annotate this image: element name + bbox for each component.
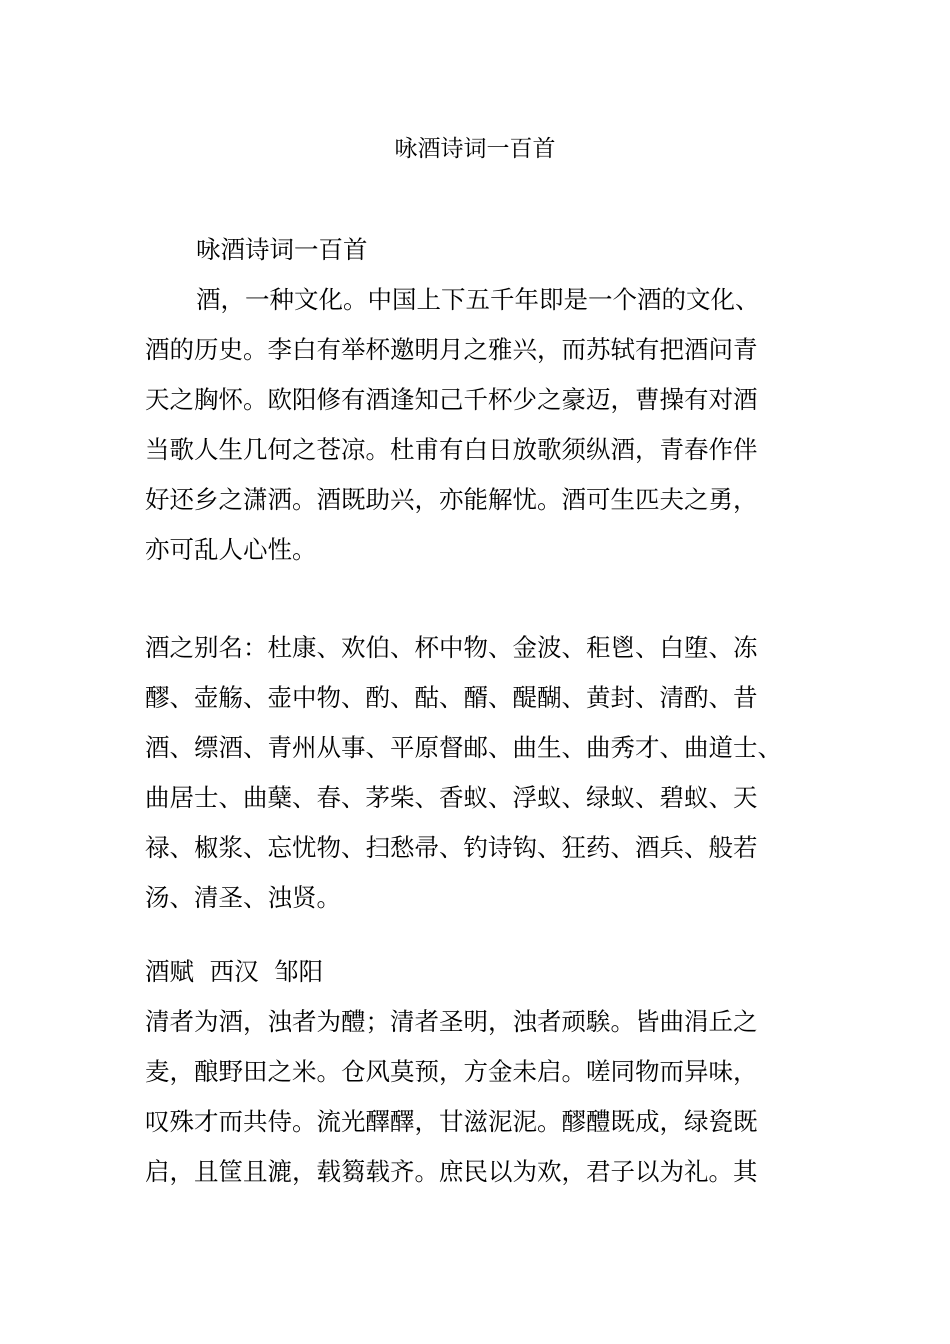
aliases-line: 酒、缥酒、青州从事、平原督邮、曲生、曲秀才、曲道士、 — [145, 733, 782, 762]
aliases-line: 禄、椒浆、忘忧物、扫愁帚、钓诗钩、狂药、酒兵、般若 — [145, 833, 758, 862]
poem-line: 麦，酿野田之米。仓风莫预，方金未启。嗟同物而异味， — [145, 1057, 758, 1086]
intro-section — [145, 225, 805, 575]
aliases-line: 曲居士、曲蘖、春、茅柴、香蚁、浮蚁、绿蚁、碧蚁、天 — [145, 783, 758, 812]
intro-line: 当歌人生几何之苍凉。杜甫有白日放歌须纵酒，青春作伴 — [145, 435, 758, 464]
poem-line: 启，且筐且漉，载篘载齐。庶民以为欢，君子以为礼。其 — [145, 1157, 758, 1186]
intro-heading: 咏酒诗词一百首 — [196, 235, 368, 264]
poem-heading: 酒赋 西汉 邹阳 — [145, 957, 324, 986]
aliases-line: 酒之别名：杜康、欢伯、杯中物、金波、秬鬯、白堕、冻 — [145, 633, 758, 662]
aliases-line: 醪、壶觞、壶中物、酌、酤、醑、醍醐、黄封、清酌、昔 — [145, 683, 758, 712]
intro-line: 天之胸怀。欧阳修有酒逢知己千杯少之豪迈，曹操有对酒 — [145, 385, 758, 414]
poem-section — [145, 947, 805, 1197]
intro-line: 酒，一种文化。中国上下五千年即是一个酒的文化、 — [196, 285, 760, 314]
intro-line: 酒的历史。李白有举杯邀明月之雅兴，而苏轼有把酒问青 — [145, 335, 758, 364]
poem-line: 清者为酒，浊者为醴；清者圣明，浊者顽騃。皆曲涓丘之 — [145, 1007, 758, 1036]
aliases-section — [145, 623, 805, 923]
poem-line: 叹殊才而共侍。流光醳醳，甘滋泥泥。醪醴既成，绿瓷既 — [145, 1107, 758, 1136]
aliases-line: 汤、清圣、浊贤。 — [145, 883, 341, 912]
page-title: 咏酒诗词一百首 — [394, 136, 556, 162]
intro-line: 亦可乱人心性。 — [145, 535, 317, 564]
intro-line: 好还乡之潇洒。酒既助兴，亦能解忧。酒可生匹夫之勇， — [145, 485, 758, 514]
